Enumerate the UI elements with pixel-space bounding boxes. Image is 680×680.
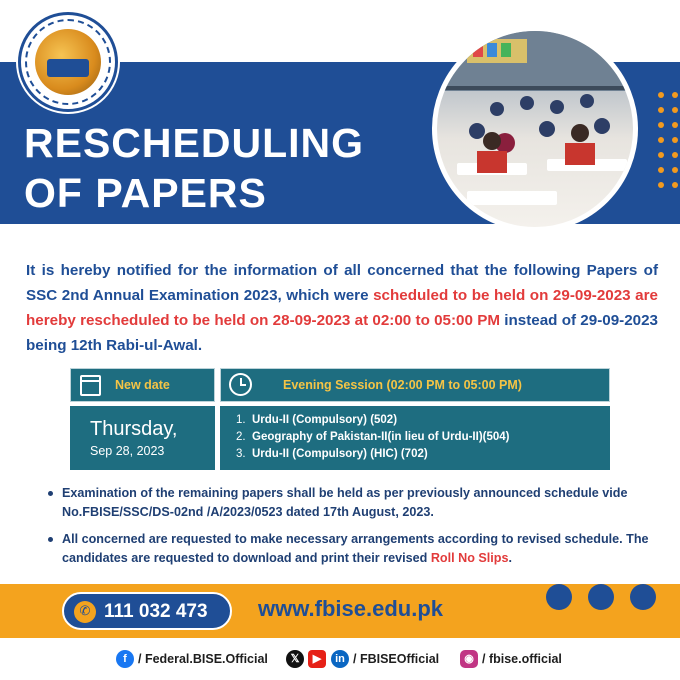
dot [658,122,664,128]
notes-list [48,484,658,576]
exam-date: Sep 28, 2023 [90,444,165,458]
linkedin-icon[interactable]: in [331,650,349,668]
clock-icon [229,373,252,396]
new-date-header [70,368,215,402]
papers-list [236,412,510,463]
instagram-handle[interactable]: / fbise.official [482,652,562,666]
page-title [24,118,364,218]
session-header [220,368,610,402]
fbise-official-handle[interactable]: / FBISEOfficial [353,652,440,666]
dot [658,167,664,173]
youtube-icon[interactable]: ▶ [308,650,326,668]
exam-day: Thursday, [90,418,178,440]
dot [672,122,678,128]
dot [672,152,678,158]
dot [658,92,664,98]
dot [672,182,678,188]
calendar-icon [80,375,101,396]
phone-icon: ✆ [74,601,96,623]
dot [658,137,664,143]
notice-text-1: It is hereby notified for the information of all concerned that the following Papers of SSC 2nd Annual Examination 2023, which were [26,262,658,304]
classroom-illustration [437,31,633,227]
facebook-handle[interactable]: / Federal.BISE.Official [138,652,268,666]
fbise-logo [18,12,118,112]
decorative-circle [588,584,614,610]
dot [672,92,678,98]
decorative-circle [546,584,572,610]
date-cell [70,406,215,470]
phone-button[interactable] [62,592,232,630]
title-line-1: RESCHEDULING [24,120,365,166]
dot [672,137,678,143]
website-link[interactable]: www.fbise.edu.pk [258,596,443,621]
paper-item: 3. Urdu-II (Compulsory) (HIC) (702) [236,448,428,460]
notice-text-3: instead of 29-09-2023 being 12th Rabi-ul-Awal. [26,312,658,354]
note-item: All concerned are requested to make necessary arrangements according to revised schedule. The candidates are requested to download and print their revised Roll No Slips. [48,530,658,568]
papers-cell [220,406,610,470]
roll-no-slips-text: Roll No Slips [430,551,509,565]
instagram-icon[interactable]: ◉ [460,650,478,668]
classroom-photo [432,26,638,232]
phone-number: 111 032 473 [104,601,208,622]
notice-text-red: scheduled to be held on 29-09-2023 are hereby rescheduled to be held on 28-09-2023 at 02:00 to 05:00 PM [26,287,658,329]
new-date-label: New date [115,378,170,392]
session-label: Evening Session (02:00 PM to 05:00 PM) [283,378,522,392]
notice-paragraph [26,258,658,358]
dot [672,167,678,173]
facebook-icon[interactable]: f [116,650,134,668]
paper-item: 1. Urdu-II (Compulsory) (502) [236,414,398,426]
logo-book [47,59,89,77]
dot [658,152,664,158]
dot [672,107,678,113]
dot [658,107,664,113]
title-line-2: OF PAPERS [24,170,267,216]
note-item: Examination of the remaining papers shall be held as per previously announced schedule vide No.FBISE/SSC/DS-02nd /A/2023/0523 dated 17th August, 2023. [48,484,658,522]
dot [658,182,664,188]
paper-item: 2. Geography of Pakistan-II(in lieu of Urdu-II)(504) [236,431,510,443]
x-icon[interactable]: 𝕏 [286,650,304,668]
decorative-circle [630,584,656,610]
